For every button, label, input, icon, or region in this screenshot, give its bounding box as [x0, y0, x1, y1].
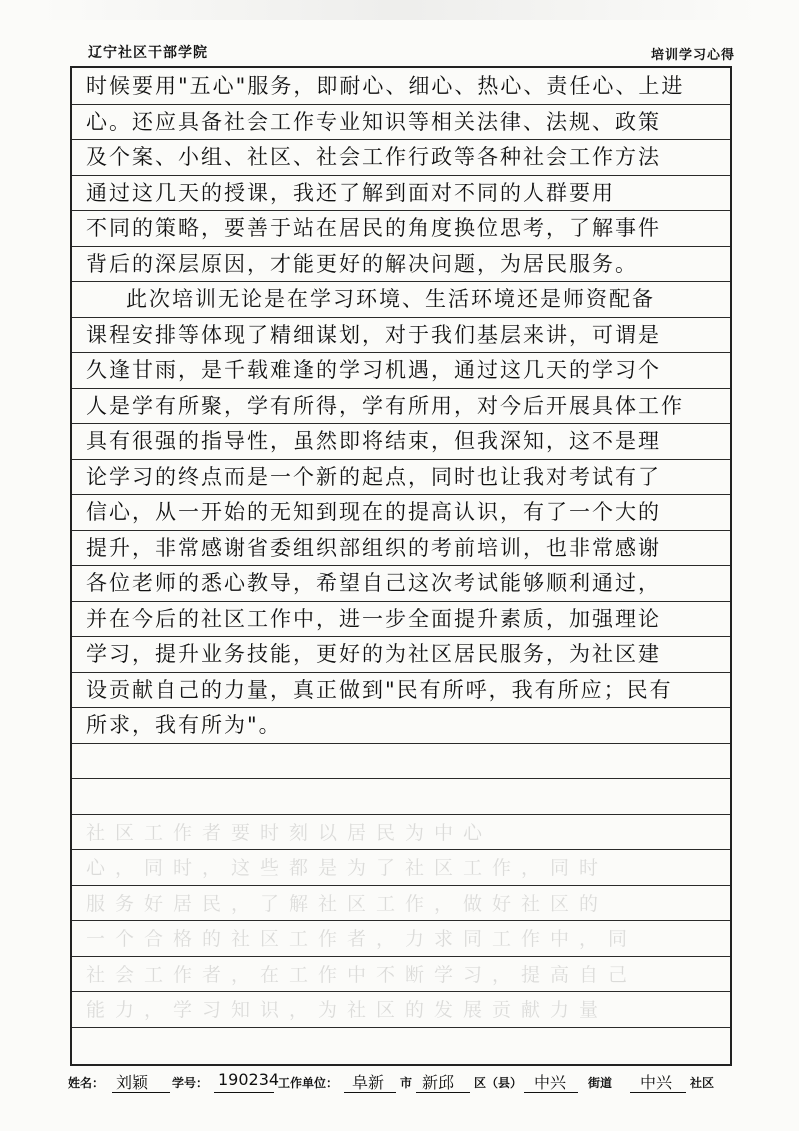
district-suffix: 区（县） — [474, 1076, 523, 1090]
section-header: 培训学习心得 — [650, 48, 735, 63]
ruled-line — [72, 885, 730, 886]
street-suffix: 街道 — [588, 1076, 613, 1090]
essay-line: 提升，非常感谢省委组织部组织的考前培训，也非常感谢 — [86, 535, 661, 560]
student-id-value: 190234 — [218, 1070, 280, 1089]
community-underline — [630, 1092, 686, 1093]
district-underline — [416, 1092, 470, 1093]
street-value: 中兴 — [534, 1073, 567, 1092]
name-label: 姓名： — [68, 1076, 105, 1090]
ruled-line — [72, 778, 730, 779]
bleed-through-text: 一个合格的社区工作者，力求同工作中，同 — [86, 928, 638, 950]
name-value: 刘颖 — [116, 1073, 149, 1092]
bleed-through-text: 社会工作者，在工作中不断学习，提高自己 — [86, 963, 638, 986]
ruled-line — [72, 920, 730, 921]
essay-line: 各位老师的悉心教导，希望自己这次考试能够顺利通过， — [86, 571, 661, 595]
name-underline — [112, 1092, 170, 1093]
essay-line: 信心，从一开始的无知到现在的提高认识，有了一个大的 — [86, 500, 661, 524]
essay-line: 学习，提升业务技能，更好的为社区居民服务，为社区建 — [86, 642, 661, 666]
essay-line: 具有很强的指导性，虽然即将结束，但我深知，这不是理 — [86, 429, 661, 453]
student-info-footer — [68, 1068, 748, 1098]
lined-writing-sheet — [70, 66, 732, 1066]
student-id-label: 学号： — [172, 1076, 209, 1090]
scan-smudge — [40, 0, 760, 20]
ruled-line — [72, 814, 730, 815]
institution-header: 辽宁社区干部学院 — [88, 45, 208, 61]
student-id-underline — [214, 1092, 274, 1093]
essay-line: 课程安排等体现了精细谋划，对于我们基层来讲，可谓是 — [86, 322, 661, 347]
essay-line: 所求，我有所为"。 — [86, 713, 282, 737]
bleed-through-text: 服务好居民，了解社区工作，做好社区的 — [86, 892, 609, 915]
street-underline — [524, 1092, 578, 1093]
community-suffix: 社区 — [690, 1076, 715, 1090]
essay-line: 及个案、小组、社区、社会工作行政等各种社会工作方法 — [86, 145, 661, 169]
essay-line: 背后的深层原因，才能更好的解决问题，为居民服务。 — [86, 251, 638, 276]
essay-line: 通过这几天的授课，我还了解到面对不同的人群要用 — [86, 180, 615, 205]
essay-line: 此次培训无论是在学习环境、生活环境还是师资配备 — [126, 287, 655, 311]
essay-line: 不同的策略，要善于站在居民的角度换位思考，了解事件 — [86, 216, 661, 240]
bleed-through-text: 心，同时，这些都是为了社区工作，同时 — [86, 857, 609, 879]
district-value: 新邱 — [422, 1073, 455, 1092]
city-suffix: 市 — [400, 1076, 413, 1090]
essay-line: 心。还应具备社会工作专业知识等相关法律、法规、政策 — [86, 109, 661, 134]
essay-line: 并在今后的社区工作中，进一步全面提升素质，加强理论 — [86, 606, 661, 631]
city-value: 阜新 — [352, 1073, 385, 1092]
essay-line: 时候要用"五心"服务，即耐心、细心、热心、责任心、上进 — [86, 74, 685, 98]
ruled-line — [72, 956, 730, 957]
bleed-through-text: 社区工作者要时刻以居民为中心 — [86, 821, 493, 844]
essay-line: 久逢甘雨，是千载难逢的学习机遇，通过这几天的学习个 — [86, 358, 661, 382]
ruled-line — [72, 991, 730, 992]
work-unit-label: 工作单位： — [278, 1076, 339, 1090]
bleed-through-text: 能力，学习知识，为社区的发展贡献力量 — [86, 999, 609, 1021]
community-value: 中兴 — [640, 1073, 673, 1092]
city-underline — [344, 1092, 396, 1093]
essay-line: 人是学有所聚，学有所得，学有所用，对今后开展具体工作 — [86, 393, 684, 418]
essay-line: 设贡献自己的力量，真正做到"民有所呼，我有所应；民有 — [86, 677, 673, 702]
ruled-line — [72, 849, 730, 850]
essay-line: 论学习的终点而是一个新的起点，同时也让我对考试有了 — [86, 464, 661, 489]
ruled-line — [72, 1027, 730, 1028]
